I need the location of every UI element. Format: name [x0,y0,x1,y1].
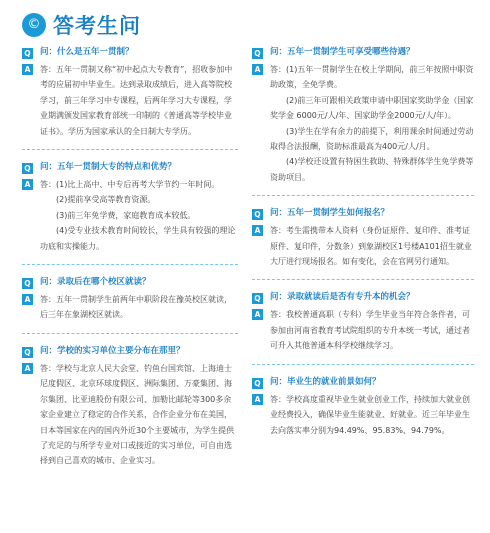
qa-item [22,345,238,469]
copyright-icon: © [22,13,46,37]
qa-item [252,291,474,353]
answer [252,392,474,438]
answer [22,292,238,323]
question [22,276,238,289]
qa-item [252,207,474,269]
answer-paragraph: 答：(1)五年一贯制学生在校上学期间，前三年按照中职资助政策，全免学费。 [270,65,474,90]
question-text: 问：什么是五年一贯制？ [40,47,134,57]
a-badge-icon: A [252,394,263,405]
answer [22,177,238,254]
answer-paragraph: 答：考生需携带本人资料（身份证原件、复印件、准考证原件、复印件，分数条）到象湖校区1号楼A101招生就业大厅进行现场报名。如有变化，会在官网另行通知。 [270,226,472,267]
question [252,291,474,304]
qa-item [22,161,238,254]
question-text: 问：学校的实习单位主要分布在那里？ [40,345,185,356]
answer-paragraph: 答：学校与北京人民大会堂、钓鱼台国宾馆、上海迪士尼度假区、北京环球度假区、洲际集团、万豪集团、海尔集团、比亚迪股份有限公司、加勒比邮轮等300多余家企业建立了稳定的合作关系，合作企业分布在美国，日本等国家在内的国内外近30个主要城市，为学生提供了充足的与所学专业对口或接近的实习单位，可自由选择到自己喜欢的城市、企业实习。 [40,363,235,466]
a-badge-icon: A [252,225,263,236]
q-badge-icon: Q [252,209,263,220]
answer [252,307,474,353]
answer-paragraph: (2)提前享受高等教育资源。 [56,195,156,205]
answer-paragraph: 答：五年一贯制学生前两年中职阶段在豫英校区就读，后三年在象湖校区就读。 [40,295,232,320]
question [252,46,474,59]
answer-paragraph: (4)受专业技术教育时间较长，学生具有较强的理论功底和实操能力。 [40,226,236,251]
divider [252,364,474,365]
right-column [252,46,474,438]
qa-item [252,376,474,438]
a-badge-icon: A [22,363,33,374]
qa-item [22,46,238,139]
answer-text [270,307,474,353]
answer-text [270,223,474,269]
answer-paragraph: 答：五年一贯制又称“初中起点大专教育”，招收参加中考的应届初中毕业生。达到录取成绩后，进入高等院校学习，前三年学习中专课程，后两年学习大专课程，学业期满颁发国家教育部统一印制的《普通高等学校毕业证书》。学历为国家承认的全日制大专学历。 [40,65,233,136]
a-badge-icon: A [252,64,263,75]
question-text: 问：录取后在哪个校区就读？ [40,277,151,288]
answer-paragraph: (4)学校还设置有特困生救助、特殊群体学生免学费等资助项目。 [270,157,474,182]
a-badge-icon: A [22,64,33,75]
divider [22,333,238,334]
answer-text [40,361,238,469]
answer [252,223,474,269]
q-badge-icon: Q [22,163,33,174]
left-column [22,46,238,469]
question [22,46,238,59]
answer-text [40,62,238,139]
q-badge-icon: Q [22,347,33,358]
q-badge-icon: Q [22,278,33,289]
a-badge-icon: A [22,294,33,305]
qa-item [252,46,474,185]
q-badge-icon: Q [22,48,33,59]
divider [252,279,474,280]
answer-paragraph: (3)前三年免学费，家庭教育成本较低。 [56,210,196,220]
divider [252,195,474,196]
question [22,161,238,174]
question [22,345,238,358]
divider [22,264,238,265]
answer-paragraph: 答：学校高度重视毕业生就业创业工作，持续加大就业创业经费投入，确保毕业生能就业、好就业。近三年毕业生去向落实率分别为94.49%、95.83%、94.79%。 [270,394,470,435]
a-badge-icon: A [252,309,263,320]
answer-text [40,292,238,323]
answer [252,62,474,185]
question-text: 问：录取就读后是否有专升本的机会？ [270,292,415,303]
question [252,376,474,389]
qa-item [22,276,238,323]
answer-paragraph: (3)学生在学有余力的前提下，利用课余时间通过劳动取得合法报酬，资助标准最高为400元/人/月。 [270,126,474,152]
question-text: 问：五年一贯制学生可享受哪些待遇？ [270,47,415,57]
answer-paragraph: 答：(1)比上高中、中专后再考大学节约一年时间。 [40,180,220,190]
question-text: 问：五年一贯制大专的特点和优势？ [40,162,177,173]
answer-paragraph: (2)前三年可跟相关政策申请中职国家奖助学金（国家奖学金 6000元/人/年、国家助学金2000元/人/年）。 [270,95,474,121]
answer-text [270,62,474,185]
q-badge-icon: Q [252,293,263,304]
q-badge-icon: Q [252,48,263,59]
page-title: 答考生问 [53,14,141,38]
answer [22,62,238,139]
answer-paragraph: 答：我校普通高职（专科）学生毕业当年符合条件者，可参加由河南省教育考试院组织的专升本统一考试，通过者可升入其他普通本科学校继续学习。 [270,310,470,351]
question-text: 问：五年一贯制学生如何报名？ [270,208,390,219]
question-text: 问：毕业生的就业前景如何？ [270,376,381,387]
question [252,207,474,220]
answer-text [270,392,474,438]
answer [22,361,238,469]
q-badge-icon: Q [252,378,263,389]
page-header [22,8,141,42]
answer-text [40,177,238,254]
divider [22,149,238,150]
a-badge-icon: A [22,179,33,190]
